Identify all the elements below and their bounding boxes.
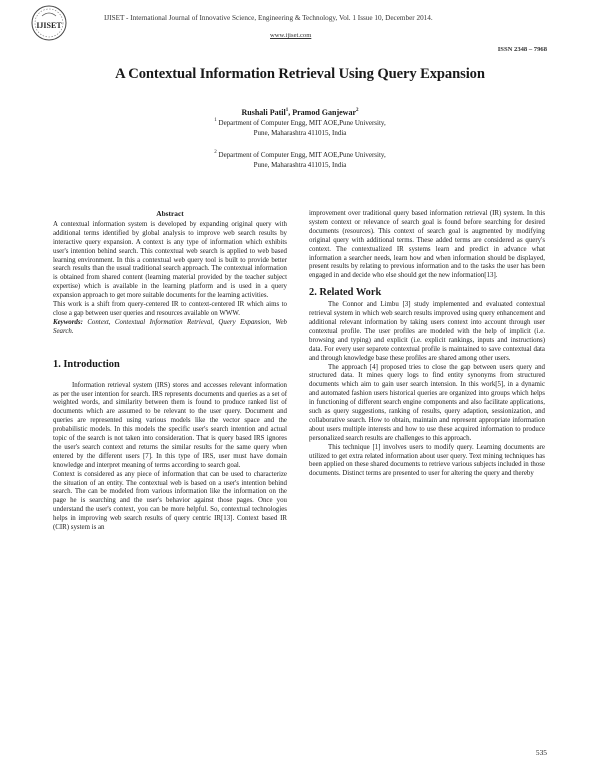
abstract-paragraph: This work is a shift from query-centered IR to context-centered IR which aims to close a gap between user queries and resources available on WWW. (53, 301, 287, 317)
issn: ISSN 2348 – 7968 (497, 46, 547, 53)
abstract-heading: Abstract (156, 209, 184, 218)
abstract-paragraph: A contextual information system is developed by expanding original query with additional terms identified by global analysis to improve web search results by interactive query expansion. A context is any type of information which exhibits user's intention behind search. This contextual web search is applied to web based learning environment. In this a contextual web query tool is built to provide better search results than the usual traditional search approach. The contextual information is obtained from shared content (learning material provided by the teacher subject expertise) which is available in the learning platform and is used in a query expansion approach to get more suitable documents for the learning activities. (53, 220, 287, 300)
journal-header: IJISET - International Journal of Innovative Science, Engineering & Technology, Vol. 1 Issue 10, December 2014. (104, 14, 433, 22)
right-column (309, 210, 545, 479)
body-paragraph: Information retrieval system (IRS) stores and accesses relevant information as per the user intention for search. IRS represents documents and queries as a set of weighted words, and similarity between them is found to produce ranked list of documents which are assumed to be relevant to the user query. Document and queries are represented using various models like the vector space and the probabilistic models. In this models the specific user's search intention and actual topic of the search is not taken into consideration. That is query based IRS ignores the user's search context and returns the similar results for the same query when entered by the different users [7]. In this type of IRS, user must have domain knowledge and interpret meaning of terms according to search goal. (53, 381, 287, 469)
authors: Rushali Patil$^1$, Pramod Ganjewar$^2$ (241, 108, 359, 117)
journal-url-link[interactable]: www.ijiset.com (270, 32, 312, 39)
body-paragraph: This technique [1] involves users to modify query. Learning documents are utilized to get extra related information about user query. Text mining techniques has been applied on these shared documents to retrieve various subjects included in those documents. Distinct terms are presented to user for altering the query and thereby (309, 443, 545, 478)
left-column (53, 210, 287, 533)
section-heading-introduction: 1. Introduction (53, 358, 120, 370)
author-1: Rushali Patil (241, 108, 286, 117)
body-paragraph: The approach [4] proposed tries to close the gap between users query and structured data. It mines query logs to find entity synonyms from structured documents which aim to gain user search intension. In this work[5], in a dynamic and automated fashion users historical queries are organized into groups which helps in functioning of different search engine components and also facilitate applications, such as query suggestions, ranking of results, query adaption, sessionization, and collaborative search. How to obtain, maintain and represent appropriate information about users multiple interests and how to use these acquired information to produce personalized search results are challenges to this approach. (309, 363, 545, 442)
author-2: Pramod Ganjewar (292, 108, 356, 117)
page-number: 535 (535, 748, 547, 757)
body-paragraph: improvement over traditional query based information retrieval (IR) system. In this system context or relevance of search goal is found before searching for desired documents (resources). This context of search goal is augmented by modifying original query with additional terms. These added terms are considered as query's context. The contextualized IR systems learn and predict in advance what information a searcher needs, learn how and when information should be displayed, present results by relating to previous information and to the tasks the user has been engaged in and decide who else should get the new information[13]. (309, 210, 545, 280)
affiliation-1: $^1$ Department of Computer Engg, MIT AOE,Pune University, Pune, Maharashtra 411015, India (214, 118, 386, 137)
affiliation-2: $^2$ Department of Computer Engg, MIT AOE,Pune University, Pune, Maharashtra 411015, India (214, 150, 386, 169)
body-paragraph: Context is considered as any piece of information that can be used to characterize the situation of an entity. The contextual web is based on a user's intention behind search. The can be modeled from various information like the information on the page he is searching and the user's behavior against those pages. Once you understand the user's context, you can be more helpful. So, contextual technologies helps in improving web search results of query centric IR[13]. Context based IR (CIR) system is an (53, 470, 287, 532)
journal-logo (30, 4, 70, 42)
keywords: Keywords: Context, Contextual Information Retrieval, Query Expansion, Web Search. (53, 318, 287, 335)
svg-text:IJISET: IJISET (36, 21, 62, 30)
paper-title: A Contextual Information Retrieval Using Query Expansion (115, 66, 485, 82)
section-heading-related-work: 2. Related Work (309, 287, 382, 299)
body-paragraph: The Connor and Limbu [3] study implemented and evaluated contextual retrieval system in which web search results improved using query enhancement and additional relevant information by taking users context into account through user contextual profile. The user profiles are modeled with the help of implicit (i.e. browsing and typing) and explicit (i.e. explicit rankings, inputs and instructions) data. For every user separete contextual profile is maintained to save contextual data and through knowledge base these profiles are shared among other users. (309, 301, 545, 362)
